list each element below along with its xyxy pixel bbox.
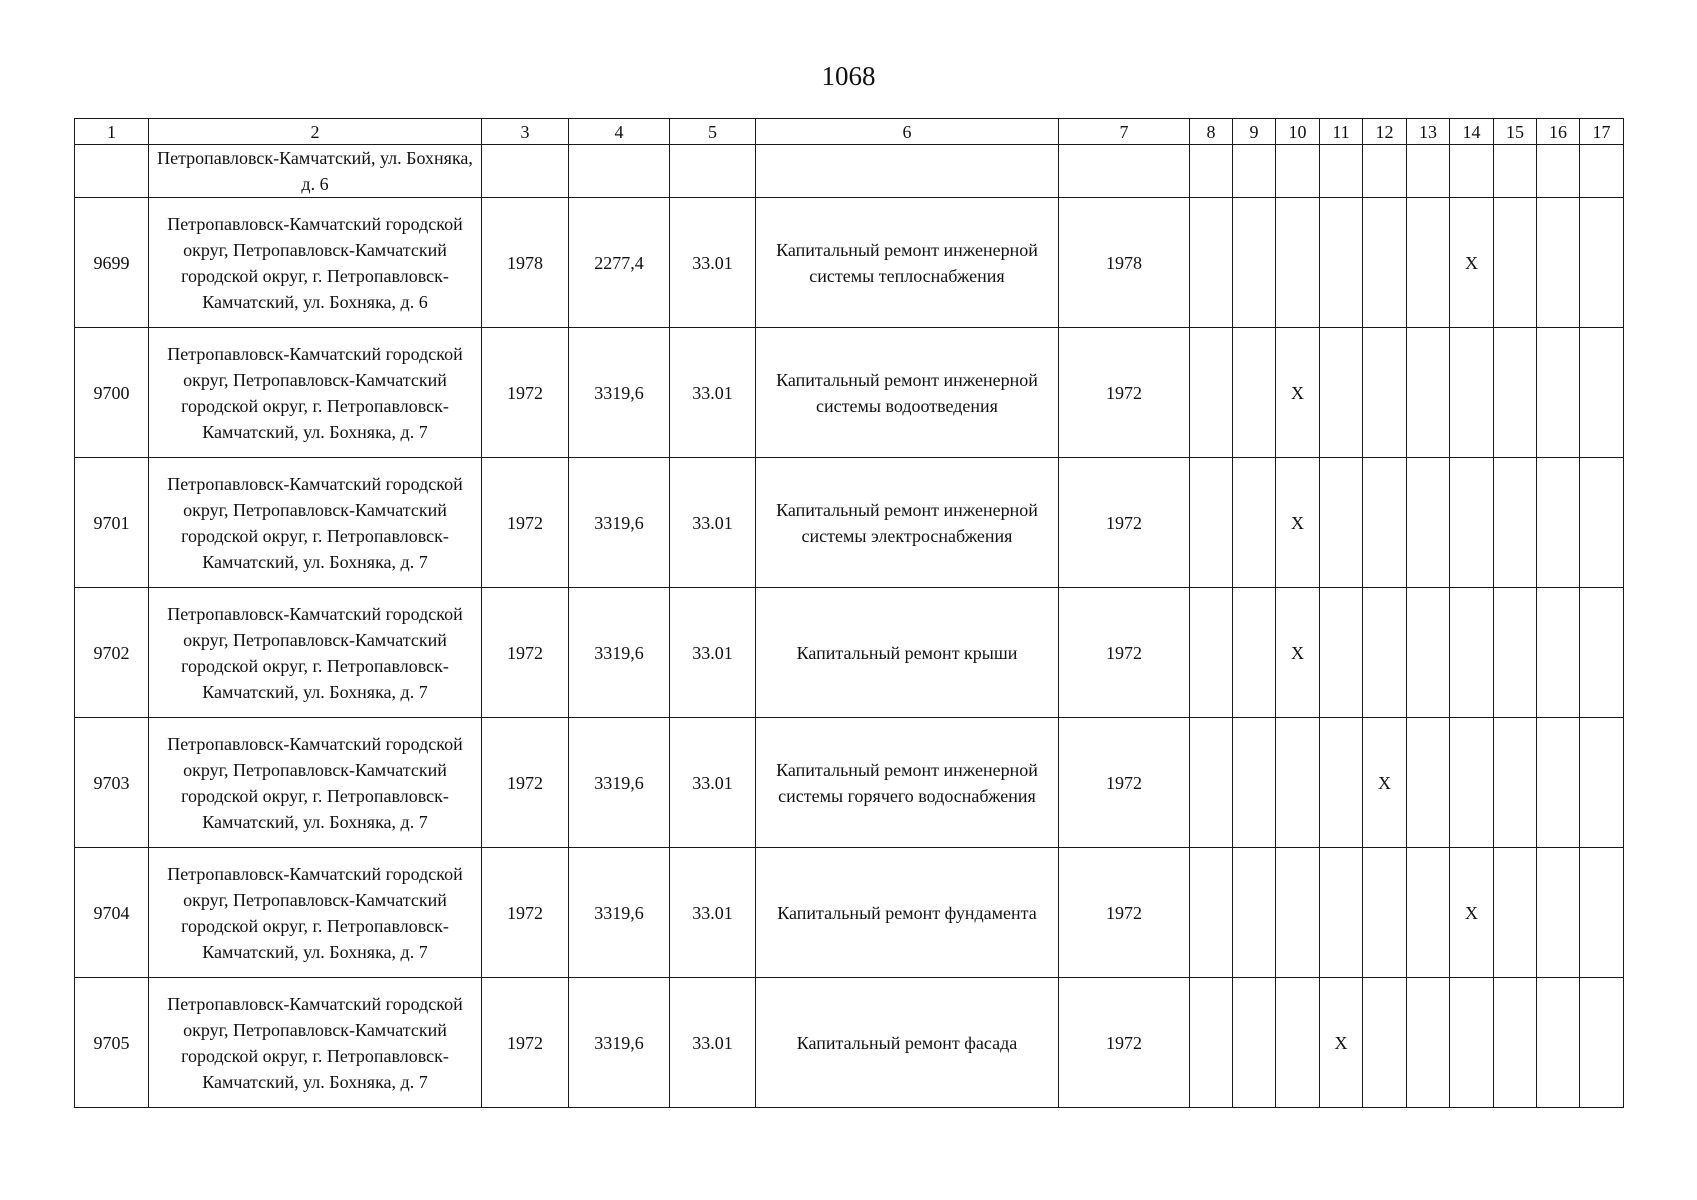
cell-empty: [1320, 718, 1363, 848]
cell-empty: [1233, 145, 1276, 198]
column-header: 17: [1580, 119, 1624, 145]
cell-empty: [1494, 718, 1537, 848]
cell-mark: Х: [1363, 718, 1407, 848]
cell-empty: [1494, 198, 1537, 328]
cell-address: Петропавловск-Камчатский, ул. Бохняка, д. 6: [149, 145, 482, 198]
cell-area: 3319,6: [569, 848, 670, 978]
cell-year-built: 1972: [482, 978, 569, 1108]
cell-empty: [1190, 328, 1233, 458]
cell-empty: [1537, 718, 1580, 848]
cell-empty: [1363, 588, 1407, 718]
cell-empty: [1363, 145, 1407, 198]
cell-number: 9703: [75, 718, 149, 848]
cell-empty: [1059, 145, 1190, 198]
cell-empty: [1276, 198, 1320, 328]
cell-empty: [1407, 718, 1450, 848]
cell-year: 1972: [1059, 718, 1190, 848]
column-header: 9: [1233, 119, 1276, 145]
cell-number: 9704: [75, 848, 149, 978]
cell-empty: [1537, 328, 1580, 458]
cell-number: 9705: [75, 978, 149, 1108]
cell-work-type: Капитальный ремонт инженерной системы водоотведения: [756, 328, 1059, 458]
column-header: 8: [1190, 119, 1233, 145]
cell-empty: [1233, 458, 1276, 588]
cell-address: Петропавловск-Камчатский городской округ, Петропавловск-Камчатский городской округ, г. Петропавловск-Камчатский, ул. Бохняка, д. 7: [149, 458, 482, 588]
cell-empty: [1190, 198, 1233, 328]
cell-empty: [1537, 588, 1580, 718]
cell-empty: [1407, 848, 1450, 978]
cell-year: 1972: [1059, 458, 1190, 588]
cell-code: 33.01: [670, 458, 756, 588]
cell-empty: [1233, 848, 1276, 978]
cell-code: 33.01: [670, 588, 756, 718]
cell-empty: [1363, 328, 1407, 458]
cell-work-type: Капитальный ремонт инженерной системы электроснабжения: [756, 458, 1059, 588]
column-header: 7: [1059, 119, 1190, 145]
cell-number: 9701: [75, 458, 149, 588]
cell-empty: [1580, 848, 1624, 978]
cell-empty: [1580, 145, 1624, 198]
cell-empty: [569, 145, 670, 198]
cell-year-built: 1978: [482, 198, 569, 328]
column-header: 6: [756, 119, 1059, 145]
table-row: [75, 588, 1624, 718]
column-header: 12: [1363, 119, 1407, 145]
cell-empty: [1190, 588, 1233, 718]
cell-mark: Х: [1450, 848, 1494, 978]
cell-year: 1972: [1059, 588, 1190, 718]
cell-empty: [1407, 145, 1450, 198]
table-row: [75, 978, 1624, 1108]
cell-mark: Х: [1276, 588, 1320, 718]
cell-empty: [1233, 198, 1276, 328]
cell-empty: [1494, 458, 1537, 588]
cell-empty: [1320, 328, 1363, 458]
cell-address: Петропавловск-Камчатский городской округ, Петропавловск-Камчатский городской округ, г. Петропавловск-Камчатский, ул. Бохняка, д. 7: [149, 328, 482, 458]
cell-empty: [1363, 458, 1407, 588]
cell-empty: [1363, 198, 1407, 328]
cell-address: Петропавловск-Камчатский городской округ, Петропавловск-Камчатский городской округ, г. Петропавловск-Камчатский, ул. Бохняка, д. 6: [149, 198, 482, 328]
cell-work-type: Капитальный ремонт инженерной системы теплоснабжения: [756, 198, 1059, 328]
cell-empty: [1494, 328, 1537, 458]
cell-empty: [1407, 328, 1450, 458]
cell-empty: [1276, 718, 1320, 848]
cell-empty: [1537, 198, 1580, 328]
cell-work-type: Капитальный ремонт крыши: [756, 588, 1059, 718]
cell-empty: [1407, 198, 1450, 328]
cell-empty: [1276, 145, 1320, 198]
cell-work-type: Капитальный ремонт фасада: [756, 978, 1059, 1108]
cell-empty: [1190, 458, 1233, 588]
cell-area: 2277,4: [569, 198, 670, 328]
cell-year-built: 1972: [482, 588, 569, 718]
cell-empty: [1363, 978, 1407, 1108]
cell-year-built: 1972: [482, 718, 569, 848]
column-header: 13: [1407, 119, 1450, 145]
cell-empty: [1450, 328, 1494, 458]
column-header: 5: [670, 119, 756, 145]
cell-area: 3319,6: [569, 328, 670, 458]
cell-year-built: 1972: [482, 848, 569, 978]
cell-number: 9700: [75, 328, 149, 458]
cell-code: 33.01: [670, 718, 756, 848]
cell-empty: [1320, 848, 1363, 978]
cell-area: 3319,6: [569, 978, 670, 1108]
column-header: 16: [1537, 119, 1580, 145]
cell-empty: [1450, 978, 1494, 1108]
cell-address: Петропавловск-Камчатский городской округ, Петропавловск-Камчатский городской округ, г. Петропавловск-Камчатский, ул. Бохняка, д. 7: [149, 978, 482, 1108]
cell-empty: [1580, 328, 1624, 458]
cell-empty: [1190, 718, 1233, 848]
repair-register-table: [74, 118, 1624, 1108]
cell-empty: [1537, 458, 1580, 588]
cell-empty: [1190, 145, 1233, 198]
cell-empty: [1276, 848, 1320, 978]
cell-empty: [756, 145, 1059, 198]
cell-number: 9702: [75, 588, 149, 718]
cell-code: 33.01: [670, 978, 756, 1108]
column-number-header-row: [75, 119, 1624, 145]
cell-empty: [1537, 848, 1580, 978]
column-header: 14: [1450, 119, 1494, 145]
cell-empty: [1233, 718, 1276, 848]
table-row: [75, 328, 1624, 458]
cell-area: 3319,6: [569, 718, 670, 848]
table-row: [75, 198, 1624, 328]
cell-empty: [1580, 198, 1624, 328]
cell-empty: [1320, 458, 1363, 588]
cell-address: Петропавловск-Камчатский городской округ, Петропавловск-Камчатский городской округ, г. Петропавловск-Камчатский, ул. Бохняка, д. 7: [149, 848, 482, 978]
cell-empty: [1580, 588, 1624, 718]
cell-empty: [1233, 978, 1276, 1108]
cell-area: 3319,6: [569, 458, 670, 588]
cell-mark: Х: [1450, 198, 1494, 328]
cell-empty: [670, 145, 756, 198]
cell-empty: [1190, 848, 1233, 978]
column-header: 4: [569, 119, 670, 145]
cell-year: 1978: [1059, 198, 1190, 328]
cell-empty: [1494, 978, 1537, 1108]
cell-year-built: 1972: [482, 458, 569, 588]
cell-year: 1972: [1059, 848, 1190, 978]
page-number: 1068: [821, 61, 876, 91]
cell-empty: [1537, 145, 1580, 198]
cell-empty: [1407, 978, 1450, 1108]
cell-address: Петропавловск-Камчатский городской округ, Петропавловск-Камчатский городской округ, г. Петропавловск-Камчатский, ул. Бохняка, д. 7: [149, 718, 482, 848]
cell-empty: [1320, 588, 1363, 718]
cell-empty: [1233, 328, 1276, 458]
cell-empty: [1233, 588, 1276, 718]
cell-mark: Х: [1320, 978, 1363, 1108]
cell-code: 33.01: [670, 328, 756, 458]
cell-empty: [1450, 588, 1494, 718]
column-header: 2: [149, 119, 482, 145]
cell-work-type: Капитальный ремонт фундамента: [756, 848, 1059, 978]
cell-empty: [1320, 198, 1363, 328]
cell-empty: [1363, 848, 1407, 978]
cell-mark: Х: [1276, 458, 1320, 588]
cell-empty: [1407, 588, 1450, 718]
continuation-row: [75, 145, 1624, 198]
cell-empty: [1276, 978, 1320, 1108]
cell-empty: [1450, 145, 1494, 198]
column-header: 11: [1320, 119, 1363, 145]
cell-code: 33.01: [670, 198, 756, 328]
cell-empty: [1450, 718, 1494, 848]
cell-address: Петропавловск-Камчатский городской округ, Петропавловск-Камчатский городской округ, г. Петропавловск-Камчатский, ул. Бохняка, д. 7: [149, 588, 482, 718]
cell-empty: [1407, 458, 1450, 588]
column-header: 10: [1276, 119, 1320, 145]
table-row: [75, 848, 1624, 978]
cell-empty: [1450, 458, 1494, 588]
cell-number: 9699: [75, 198, 149, 328]
column-header: 1: [75, 119, 149, 145]
cell-empty: [1190, 978, 1233, 1108]
cell-year-built: 1972: [482, 328, 569, 458]
cell-empty: [1580, 718, 1624, 848]
cell-empty: [1494, 848, 1537, 978]
cell-number: [75, 145, 149, 198]
cell-empty: [1537, 978, 1580, 1108]
column-header: 3: [482, 119, 569, 145]
cell-empty: [1494, 145, 1537, 198]
table-row: [75, 718, 1624, 848]
cell-year: 1972: [1059, 978, 1190, 1108]
cell-code: 33.01: [670, 848, 756, 978]
cell-empty: [482, 145, 569, 198]
cell-empty: [1494, 588, 1537, 718]
cell-year: 1972: [1059, 328, 1190, 458]
cell-empty: [1580, 458, 1624, 588]
table-row: [75, 458, 1624, 588]
cell-empty: [1320, 145, 1363, 198]
cell-mark: Х: [1276, 328, 1320, 458]
cell-empty: [1580, 978, 1624, 1108]
column-header: 15: [1494, 119, 1537, 145]
cell-area: 3319,6: [569, 588, 670, 718]
cell-work-type: Капитальный ремонт инженерной системы горячего водоснабжения: [756, 718, 1059, 848]
